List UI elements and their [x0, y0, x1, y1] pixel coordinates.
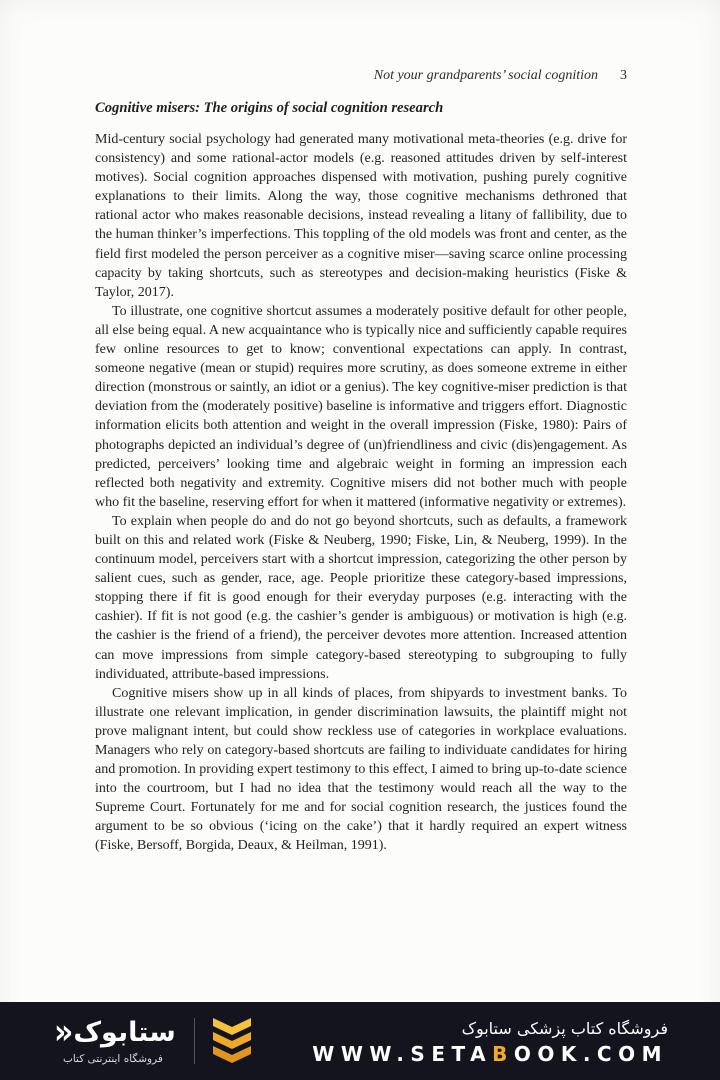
- setabook-tagline: فروشگاه اینترنتی کتاب: [62, 1052, 163, 1065]
- setabook-wordmark: [50, 1011, 176, 1053]
- paragraph-3: To explain when people do and do not go beyond shortcuts, such as defaults, a framework built on this and related work (Fiske & Neuberg, 1990; Fiske, Lin, & Neuberg, 1999). In the continuum model, perceivers start with a shortcut impression, categorizing the other person by salient cues, such as gender, race, age. People prioritize these category-based impressions, stopping there if fit is good enough for their everyday purposes (e.g. interacting with the cashier). If fit is not good (e.g. the cashier’s gender is ambiguous) or motivation is high (e.g. the cashier is the friend of a friend), the perceiver devotes more attention. Increased attention can move impressions from simple category-based stereotyping to subgrouping to fully individuated, attribute-based impressions.: [95, 513, 627, 682]
- section-heading: Cognitive misers: The origins of social cognition research: [95, 100, 444, 116]
- page-number: 3: [620, 68, 627, 83]
- paragraph-2: To illustrate, one cognitive shortcut assumes a moderately positive default for other people, all else being equal. A new acquaintance who is typically nice and sufficiently capable requires few online resources to get to know; conventional expectations can apply. In contrast, someone negative (mean or stupid) requires more scrutiny, as does someone extreme in either direction (monstrous or saintly, an idiot or a genius). The key cognitive-miser prediction is that deviation from the (moderately positive) baseline is informative and triggers effort. Diagnostic information elicits both attention and weight in the overall impression (Fiske, 1980): Pairs of photographs depicted an individual’s degree of (un)friendliness and civic (dis)engagement. As predicted, perceivers’ looking time and algebraic weight in forming an impression each reflected both negativity and extremity. Cognitive misers did not bother much with people who fit the baseline, reserving effort for when it mattered (informative negativity or extremes).: [95, 303, 627, 510]
- footer-banner: [0, 1002, 720, 1080]
- store-label: فروشگاه کتاب پزشکی ستابوک: [461, 1018, 668, 1038]
- website-url-part-2: B: [492, 1041, 514, 1066]
- setabook-logo: [50, 1011, 176, 1065]
- website-url-part-3: OOK.COM: [513, 1041, 668, 1066]
- paragraph-4: Cognitive misers show up in all kinds of places, from shipyards to investment banks. To illustrate one relevant implication, in gender discrimination lawsuits, the plaintiff might not prove malignant intent, but could show reckless use of categories in workplace evaluations. Managers who rely on category-based shortcuts are failing to individuate candidates for hiring and promotion. In providing expert testimony to this effect, I aimed to bring up-to-date science into the courtroom, but I had no idea that the testimony would reach all the way to the Supreme Court. Fortunately for me and for social cognition research, the justices found the argument to be so obvious (‘icing on the cake’) that it hardly required an expert witness (Fiske, Bersoff, Borgida, Deaux, & Heilman, 1991).: [95, 685, 627, 854]
- setabook-wordmark-text: ستابوک: [73, 1017, 176, 1048]
- website-url: [312, 1041, 668, 1066]
- footer-right-block: [312, 1019, 668, 1064]
- stacked-chevrons-book-icon: [211, 1017, 253, 1065]
- running-head: [95, 68, 627, 84]
- double-chevron-icon: «: [54, 1011, 74, 1053]
- running-head-title: Not your grandparents’ social cognition: [373, 68, 598, 83]
- body-text: [95, 130, 627, 856]
- footer-divider: [194, 1018, 195, 1064]
- paragraph-1: Mid-century social psychology had generated many motivational meta-theories (e.g. drive for consistency) and some rational-actor models (e.g. reasoned attitudes driven by self-interest motives). Social cognition approaches dispensed with motivation, pushing purely cognitive explanations to their limits. Along the way, those cognitive mechanisms dethroned that rational actor who makes reasonable decisions, instead revealing a litany of fallibility, due to the human thinker’s imperfections. This toppling of the old models was front and center, as the field first modeled the person perceiver as a cognitive miser—saving scarce online processing capacity by taking shortcuts, such as stereotypes and decision-making heuristics (Fiske & Taylor, 2017).: [95, 132, 627, 300]
- website-url-part-1: WWW.SETA: [312, 1041, 493, 1066]
- page-content: [95, 68, 627, 856]
